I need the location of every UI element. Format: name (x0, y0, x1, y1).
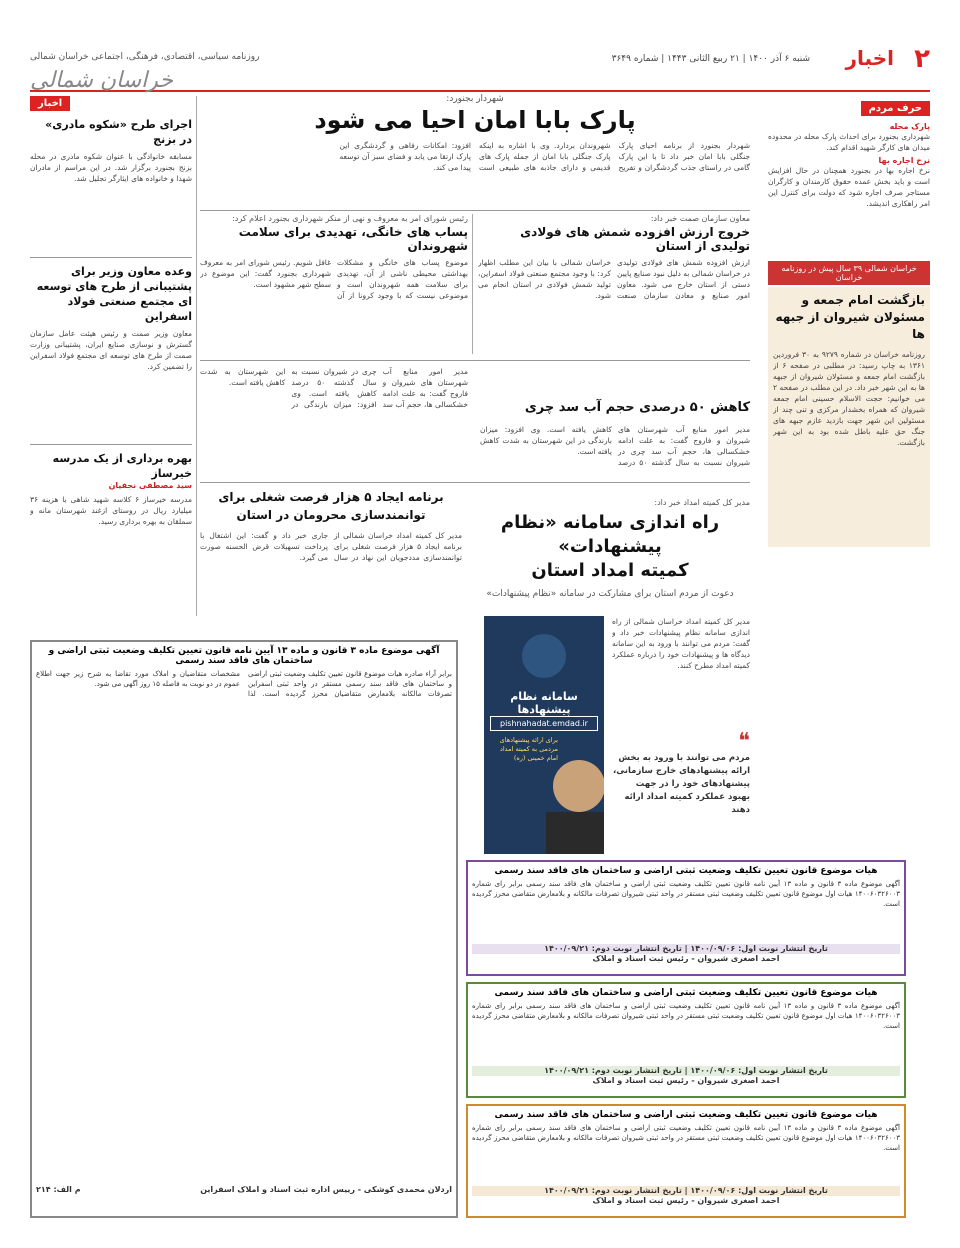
lead-body: مدیر کل کمیته امداد خراسان شمالی از راه اندازی سامانه نظام پیشنهادات خبر داد و گفت: مردم می توانند با ورود به این سامانه دیدگاه ها و پیشنهادات خود را درباره عملکرد کمیته امداد مطرح کنند. (612, 617, 750, 670)
lead-title-1: راه اندازی سامانه «نظام پیشنهادات» (500, 512, 720, 557)
left-column (30, 96, 192, 636)
byline: سید مصطفی نجفیان (108, 481, 192, 490)
photo-url: pishnahadat.emdad.ir (490, 716, 598, 731)
story-kicker: رئیس شورای امر به معروف و نهی از منکر شهرداری بجنورد اعلام کرد: (232, 214, 468, 223)
ad-title: هیات موضوع قانون تعیین تکلیف وضعیت ثبتی اراضی و ساختمان های فاقد سند رسمی (494, 866, 878, 876)
photo-caption: برای ارائه پیشنهادهای مردمی به کمیته امداد امام خمینی (ره) (499, 736, 558, 762)
left-col-tag: اخبار (30, 96, 70, 111)
quote-mark-icon: ❝ (738, 729, 750, 754)
divider (196, 96, 197, 616)
ad-dates: تاریخ انتشار نوبت اول: ۱۴۰۰/۰۹/۰۶ | تاریخ انتشار نوبت دوم: ۱۴۰۰/۰۹/۲۱ (472, 1186, 900, 1196)
story-body: مدیر کل کمیته امداد خراسان شمالی از برنامه ایجاد ۵ هزار فرصت شغلی برای توانمندسازی مددجویان این نهاد در سال جاری خبر داد و گفت: این اشتغال با پرداخت تسهیلات قرض الحسنه صورت می گیرد. (200, 531, 462, 562)
top-body: شهردار بجنورد از برنامه احیای پارک جنگلی بابا امان خبر داد تا با این پارک گامی در راستای جذب گردشگران و تفریح شهروندان بردارد. وی با اشاره به اینکه پارک جنگلی بابا امان از جمله پارک های قدیمی و دارای جاذبه های طبیعی است افزود: امکانات رفاهی و گردشگری این پارک ارتقا می یابد و فضای سبز آن توسعه پیدا می کند. (339, 141, 750, 172)
story-kicker: معاون سازمان صمت خبر داد: (650, 214, 750, 223)
left-item-title: وعده معاون وزیر برای پشتیبانی از طرح های توسعه ای مجتمع صنعتی فولاد اسفراین (36, 265, 192, 323)
photo-banner: سامانه نظام پیشنهادها (510, 690, 578, 716)
ad-footer (36, 1185, 452, 1195)
story-title: کاهش ۵۰ درصدی حجم آب سد چری (524, 400, 750, 415)
story-jobs (200, 488, 462, 608)
story-steel (478, 214, 750, 354)
story-body: مدیر امور منابع آب شهرستان های شیروان و فاروج گفت: به علت ادامه خشکسالی ها، حجم آب سد چری در شیروان نسبت به سال گذشته ۵۰ درصد کاهش یافته است. وی افزود: میزان بارندگی در این شهرستان به شدت کاهش یافته است. (480, 425, 750, 467)
brand-line: روزنامه سیاسی، اقتصادی، فرهنگی، اجتماعی خراسان شمالی (30, 52, 260, 62)
story-title: برنامه ایجاد ۵ هزار فرصت شغلی برای توانمندسازی محرومان در استان (218, 490, 444, 522)
top-title: پارک بابا امان احیا می شود (314, 106, 636, 134)
ad-title: آگهی موضوع ماده ۳ قانون و ماده ۱۳ آیین نامه قانون تعیین تکلیف وضعیت ثبتی اراضی و ساختمان های فاقد سند رسمی (48, 646, 440, 666)
feature-tag: خراسان شمالی ۳۹ سال پیش در روزنامه خراسان (768, 261, 930, 285)
top-kicker: شهردار بجنورد: (446, 94, 504, 104)
right-item-body: نرخ اجاره بها در بجنورد همچنان در حال افزایش است و باید بخش عمده حقوق کارمندان و کارگران مستاجر صرف اجاره شود که دولت برای کنترل این امر راهکاری اندیشد. (768, 166, 930, 208)
left-item-body: مسابقه خانوادگی با عنوان شکوه مادری در محله بزنج بجنورد برگزار شد. در این مراسم از مادران شهدا و خانواده های ایثارگر تجلیل شد. (30, 152, 192, 183)
legal-notice-2 (466, 982, 906, 1098)
ad-body: آگهی موضوع ماده ۳ قانون و ماده ۱۳ آیین نامه قانون تعیین تکلیف وضعیت ثبتی اراضی و ساختمان های فاقد سند رسمی برابر رای شماره ۱۴۰۰۶۰۳۲۶۰۰۳ هیات اول موضوع قانون تعیین تکلیف وضعیت ثبتی مستقر در واحد ثبتی شیروان تصرفات مالکانه و بلامعارض متقاضی محرز گردیده است. (472, 1124, 900, 1152)
ad-title: هیات موضوع قانون تعیین تکلیف وضعیت ثبتی اراضی و ساختمان های فاقد سند رسمی (494, 1110, 878, 1120)
story-title: پساب های خانگی، تهدیدی برای سلامت شهروندان (238, 225, 468, 253)
divider (200, 360, 750, 361)
lead-photo-illustration (484, 616, 604, 854)
ad-signatory: احمد اصغری شیروان - رئیس ثبت اسناد و املاک (592, 954, 780, 963)
ad-body: آگهی موضوع ماده ۳ قانون و ماده ۱۳ آیین نامه قانون تعیین تکلیف وضعیت ثبتی اراضی و ساختمان های فاقد سند رسمی برابر رای شماره ۱۴۰۰۶۰۳۲۶۰۰۳ هیات اول موضوع قانون تعیین تکلیف وضعیت ثبتی مستقر در واحد ثبتی شیروان تصرفات مالکانه و بلامعارض متقاضی محرز گردیده است. (472, 880, 900, 908)
legal-notice-1 (466, 860, 906, 976)
legal-notice-3 (466, 1104, 906, 1218)
ad-body: آگهی موضوع ماده ۳ قانون و ماده ۱۳ آیین نامه قانون تعیین تکلیف وضعیت ثبتی اراضی و ساختمان های فاقد سند رسمی برابر رای شماره ۱۴۰۰۶۰۳۲۶۰۰۳ هیات اول موضوع قانون تعیین تکلیف وضعیت ثبتی مستقر در واحد ثبتی شیروان تصرفات مالکانه و بلامعارض متقاضی محرز گردیده است. (472, 1002, 900, 1030)
feature-title: بازگشت امام جمعه و مسئولان شیروان از جبهه ها (775, 293, 925, 341)
ad-title: هیات موضوع قانون تعیین تکلیف وضعیت ثبتی اراضی و ساختمان های فاقد سند رسمی (494, 988, 878, 998)
ad-signatory: احمد اصغری شیروان - رئیس ثبت اسناد و املاک (592, 1076, 780, 1085)
divider (30, 257, 192, 258)
left-item-title: اجرای طرح «شکوه مادری» در بزنج (45, 118, 192, 146)
lead-quote: مردم می توانند با ورود به بخش ارائه پیشنهادهای خارج سازمانی، پیشنهادهای خود را در جهت بهبود عملکرد کمیته امداد ارائه دهند (612, 753, 750, 815)
ad-dates: تاریخ انتشار نوبت اول: ۱۴۰۰/۰۹/۰۶ | تاریخ انتشار نوبت دوم: ۱۴۰۰/۰۹/۲۱ (472, 1066, 900, 1076)
ad-code: م الف: ۲۱۴ (36, 1185, 81, 1194)
divider (30, 444, 192, 445)
divider (472, 214, 473, 354)
divider (200, 210, 750, 211)
left-item-body: معاون وزیر صمت و رئیس هیئت عامل سازمان گسترش و نوسازی صنایع ایران، پشتیبانی وزارت صمت از طرح های توسعه ای مجتمع فولاد اسفراین را تضمین کرد. (30, 329, 192, 371)
ad-body: برابر آراء صادره هیات موضوع قانون تعیین تکلیف وضعیت ثبتی اراضی و ساختمان های فاقد سند رسمی مستقر در واحد ثبتی اسفراین تصرفات مالکانه بلامعارض متقاضیان محرز گردیده است. لذا مشخصات متقاضیان و املاک مورد تقاضا به شرح زیر جهت اطلاع عموم در دو نوبت به فاصله ۱۵ روز آگهی می شود. (36, 670, 452, 698)
ad-signatory: احمد اصغری شیروان - رئیس ثبت اسناد و املاک (592, 1196, 780, 1205)
right-item-title: پارک محله (889, 122, 930, 131)
lead-story-head (470, 498, 750, 610)
lead-kicker: مدیر کل کمیته امداد خبر داد: (654, 498, 750, 507)
section-title: اخبار (845, 46, 894, 70)
story-sewage (200, 214, 468, 354)
story-body-cont: مدیر امور منابع آب شهرستان های شیروان و فاروج گفت: به علت ادامه خشکسالی ها، حجم آب سد چری در شیروان نسبت به سال گذشته ۵۰ درصد کاهش یافته است. وی افزود: میزان بارندگی در این شهرستان به شدت کاهش یافته است. (200, 367, 468, 409)
story-body: ارزش افزوده شمش های فولادی تولیدی در خراسان شمالی به دلیل نبود صنایع پایین دستی از استان خارج می شود. معاون امور صنایع و معادن سازمان صنعت خراسان شمالی با بیان این مطلب اظهار کرد: با وجود مجتمع صنعتی فولاد اسفراین، تولید شمش فولادی در استان انجام می شود. (478, 258, 750, 300)
right-item-body: شهرداری بجنورد برای احداث پارک محله در محدوده میدان های کارگر شهید اقدام کند. (768, 132, 930, 152)
left-item-body: مدرسه خیرساز ۶ کلاسه شهید شاهی با هزینه ۳۶ میلیارد ریال در روستای ازغند شهرستان مانه و سملقان به بهره برداری رسید. (30, 495, 192, 526)
page-number: ۲ (914, 44, 930, 74)
lead-title-2: کمیته امداد استان (531, 560, 689, 581)
left-item-title: بهره برداری از یک مدرسه خیرساز (52, 452, 192, 480)
ad-dates: تاریخ انتشار نوبت اول: ۱۴۰۰/۰۹/۰۶ | تاریخ انتشار نوبت دوم: ۱۴۰۰/۰۹/۲۱ (472, 944, 900, 954)
lead-subtitle: دعوت از مردم استان برای مشارکت در سامانه «نظام پیشنهادات» (486, 589, 734, 599)
story-title: خروج ارزش افزوده شمش های فولادی تولیدی از استان (520, 225, 750, 253)
legal-notice-large (30, 640, 458, 1218)
newspaper-logo: خراسان شمالی (30, 68, 174, 93)
right-column (768, 96, 930, 547)
feature-box (768, 287, 930, 547)
ad-signatory: اردلان محمدی کوشکی - رییس اداره ثبت اسناد و املاک اسفراین (200, 1185, 452, 1194)
right-item-title: نرخ اجاره بها (878, 156, 930, 165)
lead-story-body (612, 616, 750, 854)
divider (200, 482, 750, 483)
top-story (200, 94, 750, 204)
dateline: شنبه ۶ آذر ۱۴۰۰ | ۲۱ ربیع الثانی ۱۴۴۳ | شماره ۳۶۴۹ (611, 54, 810, 64)
right-col-tag: حرف مردم (861, 101, 930, 116)
story-body: موضوع پساب های خانگی و مشکلات بهداشتی محیطی ناشی از آن، تهدیدی برای سلامت همه شهروندان است و موضوعی نیست که با وجود کرونا از آن غافل شویم. رئیس شورای امر به معروف شهرداری بجنورد گفت: این موضوع در سطح شهر مشهود است. (200, 258, 468, 300)
feature-body: روزنامه خراسان در شماره ۹۲۷۹ به ۳۰ فروردین ۱۳۶۱ به چاپ رسید: در مطلبی در صفحه ۶ از بازگشت امام جمعه و مسئولان شیروان از جبهه ها به این شهر خبر داد. در این مطلب در صفحه ۲ می خوانیم: حجت الاسلام حسینی امام جمعه شیروان که همراه بخشدار مرکزی و تنی چند از مسئولین این شهر جهت بازدید عازم جبهه های جنگ حق علیه باطل شده بود به این شهر بازگشت. (773, 350, 925, 447)
story-dam (200, 366, 750, 476)
lead-photo (484, 616, 604, 854)
